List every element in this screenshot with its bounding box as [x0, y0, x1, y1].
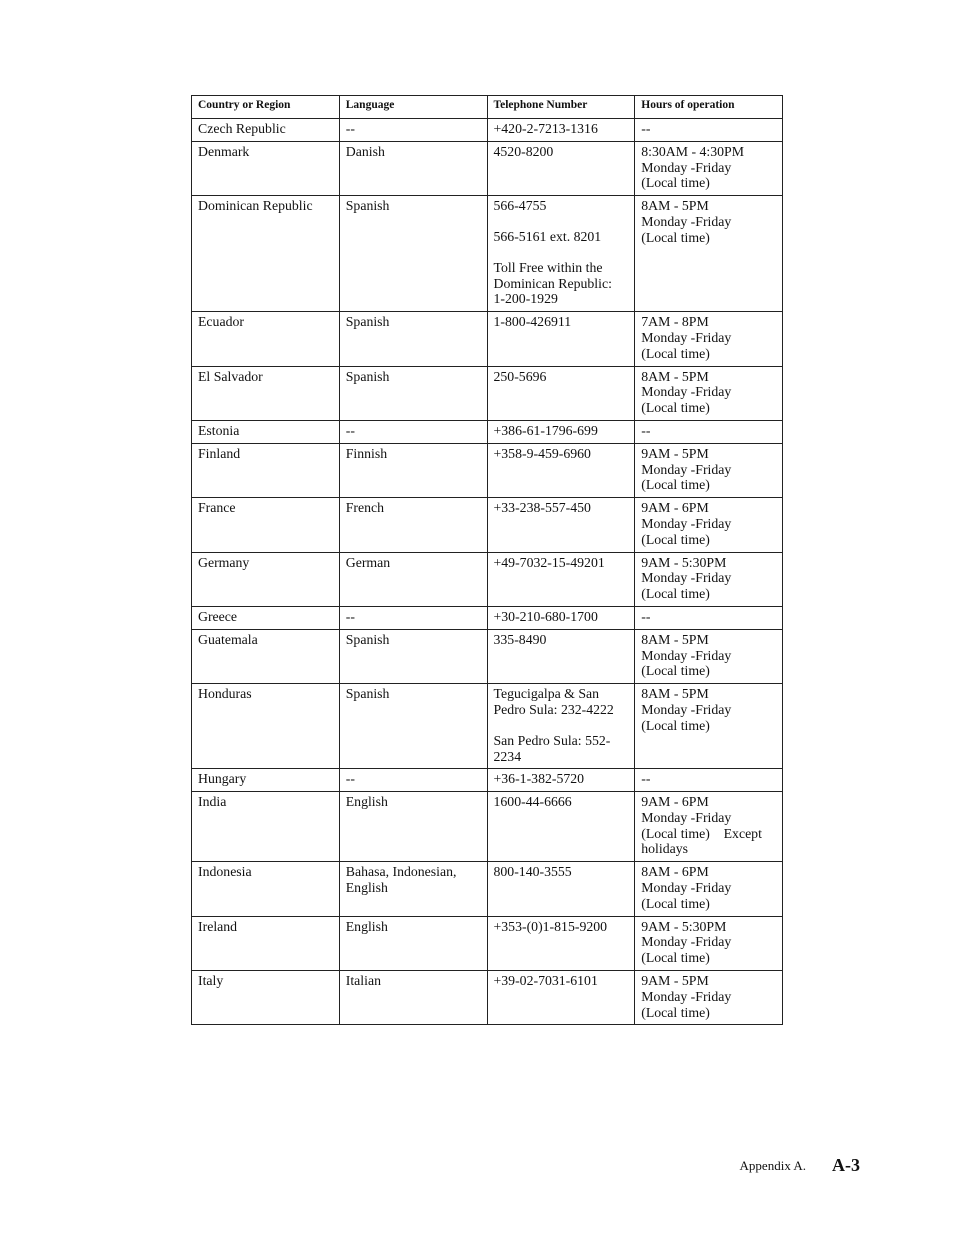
- language-text: Spanish: [345, 198, 390, 214]
- table-body: [192, 119, 783, 1025]
- language-cell: [339, 119, 487, 142]
- country-cell: [192, 552, 340, 606]
- telephone-cell: [487, 916, 635, 970]
- language-cell: [339, 312, 487, 366]
- appendix-label: Appendix A.: [739, 1157, 806, 1173]
- hours-cell: [635, 141, 783, 195]
- telephone-cell: [487, 606, 635, 629]
- language-cell: [339, 971, 487, 1025]
- telephone-cell: [487, 498, 635, 552]
- language-cell: [339, 552, 487, 606]
- hours-text: 8AM - 5PM: [641, 631, 709, 647]
- telephone-text: 566-5161 ext. 8201: [493, 228, 602, 244]
- country-name: Honduras: [198, 686, 252, 702]
- telephone-text: +33-238-557-450: [493, 500, 591, 516]
- language-text: Spanish: [345, 368, 390, 384]
- table-row: [192, 196, 783, 312]
- table-row: [192, 916, 783, 970]
- telephone-text: Pedro Sula: 232-4222: [493, 701, 614, 717]
- table-row: [192, 971, 783, 1025]
- hours-text: (Local time): [641, 477, 710, 493]
- table-row: [192, 769, 783, 792]
- hours-text: Monday -Friday: [641, 515, 732, 531]
- country-cell: [192, 443, 340, 497]
- hours-text: Monday -Friday: [641, 809, 732, 825]
- header-hours: Hours of operation: [635, 96, 783, 119]
- telephone-text: 566-4755: [493, 198, 547, 214]
- hours-text: (Local time): [641, 175, 710, 191]
- telephone-cell: [487, 552, 635, 606]
- language-cell: [339, 769, 487, 792]
- language-cell: [339, 792, 487, 862]
- table-row: [192, 552, 783, 606]
- hours-text: 8:30AM - 4:30PM: [641, 143, 744, 159]
- language-cell: [339, 629, 487, 683]
- table-row: [192, 498, 783, 552]
- hours-cell: [635, 629, 783, 683]
- language-text: Italian: [345, 973, 381, 989]
- language-text: English: [345, 918, 388, 934]
- hours-text: holidays: [641, 841, 689, 857]
- hours-text: 8AM - 5PM: [641, 368, 709, 384]
- country-cell: [192, 498, 340, 552]
- telephone-text: Tegucigalpa & San: [493, 686, 600, 702]
- table-row: [192, 366, 783, 420]
- language-cell: [339, 141, 487, 195]
- hours-cell: [635, 769, 783, 792]
- language-text: Spanish: [345, 686, 390, 702]
- table-row: [192, 312, 783, 366]
- language-text: English: [345, 794, 388, 810]
- hours-text: Monday -Friday: [641, 213, 732, 229]
- telephone-text: +36-1-382-5720: [493, 771, 585, 787]
- support-phone-table-container: [191, 95, 782, 1025]
- header-language: Language: [339, 96, 487, 119]
- country-cell: [192, 141, 340, 195]
- country-name: Guatemala: [198, 631, 258, 647]
- telephone-cell: [487, 792, 635, 862]
- table-row: [192, 141, 783, 195]
- hours-text: --: [641, 121, 651, 136]
- hours-cell: [635, 916, 783, 970]
- hours-cell: [635, 312, 783, 366]
- telephone-cell: [487, 862, 635, 916]
- table-header-row: [192, 96, 783, 119]
- language-cell: [339, 196, 487, 312]
- hours-text: (Local time): [641, 1004, 710, 1020]
- hours-text: 9AM - 5PM: [641, 973, 709, 989]
- table-row: [192, 629, 783, 683]
- language-text: Bahasa, Indonesian,: [345, 864, 457, 880]
- telephone-cell: [487, 141, 635, 195]
- table-row: [192, 443, 783, 497]
- language-text: Spanish: [345, 314, 390, 330]
- hours-cell: [635, 498, 783, 552]
- country-name: Czech Republic: [198, 121, 286, 136]
- table-row: [192, 684, 783, 769]
- language-text: Spanish: [345, 631, 390, 647]
- table-row: [192, 862, 783, 916]
- hours-text: (Local time): [641, 663, 710, 679]
- telephone-text: +420-2-7213-1316: [493, 121, 598, 136]
- language-text: --: [345, 121, 355, 136]
- country-name: Hungary: [198, 771, 247, 787]
- hours-text: (Local time): [641, 895, 710, 911]
- telephone-cell: [487, 366, 635, 420]
- hours-text: (Local time): [641, 345, 710, 361]
- hours-text: 9AM - 6PM: [641, 794, 709, 810]
- telephone-text: San Pedro Sula: 552-: [493, 732, 611, 748]
- language-cell: [339, 420, 487, 443]
- country-name: Germany: [198, 554, 250, 570]
- hours-cell: [635, 792, 783, 862]
- telephone-cell: [487, 312, 635, 366]
- language-cell: [339, 443, 487, 497]
- country-name: Greece: [198, 608, 238, 624]
- telephone-text: +39-02-7031-6101: [493, 973, 598, 989]
- hours-text: Monday -Friday: [641, 647, 732, 663]
- hours-text: (Local time): [641, 531, 710, 547]
- telephone-cell: [487, 629, 635, 683]
- telephone-text: 1-800-426911: [493, 314, 572, 330]
- hours-text: (Local time): [641, 400, 710, 416]
- table-row: [192, 420, 783, 443]
- telephone-text: +353-(0)1-815-9200: [493, 918, 608, 934]
- language-cell: [339, 916, 487, 970]
- hours-text: 9AM - 5:30PM: [641, 918, 727, 934]
- telephone-text: 1-200-1929: [493, 291, 558, 307]
- language-text: --: [345, 422, 355, 438]
- language-cell: [339, 606, 487, 629]
- hours-text: 8AM - 5PM: [641, 198, 709, 214]
- telephone-text: 800-140-3555: [493, 864, 572, 880]
- country-name: India: [198, 794, 227, 810]
- hours-cell: [635, 366, 783, 420]
- language-text: French: [345, 500, 385, 516]
- support-phone-table: [191, 95, 783, 1025]
- country-cell: [192, 119, 340, 142]
- language-text: Danish: [345, 143, 385, 159]
- hours-text: 8AM - 6PM: [641, 864, 709, 880]
- hours-text: 8AM - 5PM: [641, 686, 709, 702]
- telephone-cell: [487, 971, 635, 1025]
- telephone-text: 4520-8200: [493, 143, 554, 159]
- telephone-cell: [487, 769, 635, 792]
- hours-text: --: [641, 771, 651, 787]
- country-cell: [192, 606, 340, 629]
- language-cell: [339, 862, 487, 916]
- hours-text: 9AM - 5PM: [641, 445, 709, 461]
- hours-text: Monday -Friday: [641, 461, 732, 477]
- telephone-text: Toll Free within the: [493, 259, 603, 275]
- country-cell: [192, 862, 340, 916]
- hours-text: (Local time): [641, 229, 710, 245]
- table-row: [192, 119, 783, 142]
- telephone-text: +49-7032-15-49201: [493, 554, 605, 570]
- hours-text: 9AM - 6PM: [641, 500, 709, 516]
- country-name: Ireland: [198, 918, 238, 934]
- hours-text: 9AM - 5:30PM: [641, 554, 727, 570]
- hours-cell: [635, 606, 783, 629]
- country-name: Dominican Republic: [198, 198, 313, 214]
- hours-text: Monday -Friday: [641, 384, 732, 400]
- page-footer: [740, 1155, 860, 1176]
- country-name: El Salvador: [198, 368, 263, 384]
- country-name: Indonesia: [198, 864, 252, 880]
- hours-text: (Local time): [641, 586, 710, 602]
- country-name: Italy: [198, 973, 224, 989]
- hours-text: Monday -Friday: [641, 880, 732, 896]
- hours-text: Monday -Friday: [641, 934, 732, 950]
- country-name: Ecuador: [198, 314, 244, 330]
- hours-cell: [635, 684, 783, 769]
- header-country: Country or Region: [192, 96, 340, 119]
- telephone-text: Dominican Republic:: [493, 275, 612, 291]
- hours-cell: [635, 420, 783, 443]
- hours-text: --: [641, 422, 651, 438]
- hours-text: 7AM - 8PM: [641, 314, 709, 330]
- country-cell: [192, 684, 340, 769]
- country-name: France: [198, 500, 236, 516]
- language-cell: [339, 366, 487, 420]
- language-cell: [339, 684, 487, 769]
- telephone-cell: [487, 119, 635, 142]
- hours-cell: [635, 552, 783, 606]
- telephone-cell: [487, 443, 635, 497]
- language-text: --: [345, 608, 355, 624]
- telephone-cell: [487, 684, 635, 769]
- language-text: German: [345, 554, 391, 570]
- hours-text: Monday -Friday: [641, 159, 732, 175]
- hours-text: Monday -Friday: [641, 570, 732, 586]
- table-row: [192, 606, 783, 629]
- language-text: English: [345, 880, 388, 896]
- hours-cell: [635, 119, 783, 142]
- table-row: [192, 792, 783, 862]
- telephone-text: +30-210-680-1700: [493, 608, 598, 624]
- hours-text: (Local time): [641, 717, 710, 733]
- telephone-text: +358-9-459-6960: [493, 445, 591, 461]
- language-text: Finnish: [345, 445, 388, 461]
- language-cell: [339, 498, 487, 552]
- hours-text: Monday -Friday: [641, 329, 732, 345]
- telephone-text: 2234: [493, 748, 522, 764]
- country-cell: [192, 312, 340, 366]
- hours-cell: [635, 443, 783, 497]
- country-cell: [192, 769, 340, 792]
- telephone-cell: [487, 196, 635, 312]
- hours-text: (Local time): [641, 950, 710, 966]
- country-name: Finland: [198, 445, 241, 461]
- hours-cell: [635, 196, 783, 312]
- hours-cell: [635, 971, 783, 1025]
- country-cell: [192, 196, 340, 312]
- hours-text: --: [641, 608, 651, 624]
- telephone-cell: [487, 420, 635, 443]
- telephone-text: 1600-44-6666: [493, 794, 572, 810]
- hours-text: Monday -Friday: [641, 701, 732, 717]
- header-telephone: Telephone Number: [487, 96, 635, 119]
- country-cell: [192, 916, 340, 970]
- page-number: A-3: [832, 1155, 860, 1175]
- country-cell: [192, 971, 340, 1025]
- country-cell: [192, 420, 340, 443]
- hours-text: (Local time) Except: [641, 825, 762, 841]
- country-name: Denmark: [198, 143, 250, 159]
- country-name: Estonia: [198, 422, 240, 438]
- telephone-text: 250-5696: [493, 368, 547, 384]
- country-cell: [192, 629, 340, 683]
- telephone-text: 335-8490: [493, 631, 547, 647]
- hours-text: Monday -Friday: [641, 988, 732, 1004]
- language-text: --: [345, 771, 355, 787]
- country-cell: [192, 792, 340, 862]
- telephone-text: +386-61-1796-699: [493, 422, 598, 438]
- hours-cell: [635, 862, 783, 916]
- country-cell: [192, 366, 340, 420]
